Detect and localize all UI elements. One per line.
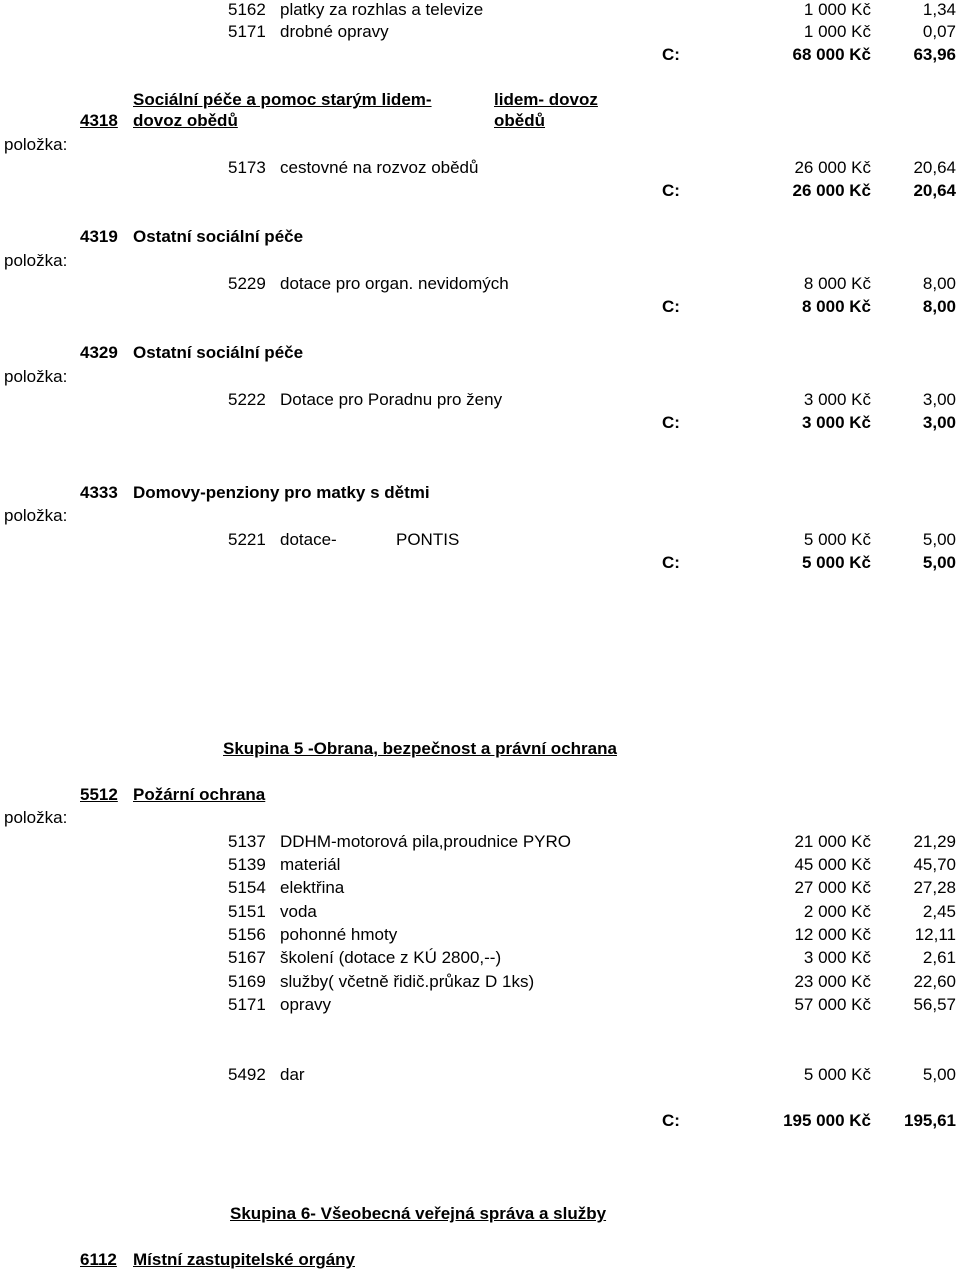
total-amount: 5 000 Kč: [802, 553, 871, 572]
section-name: Ostatní sociální péče: [133, 343, 304, 362]
polozka-label: položka:: [4, 135, 68, 154]
item-code: 5151: [228, 902, 266, 921]
item-amount: 3 000 Kč: [803, 390, 871, 409]
total-label: C:: [662, 553, 680, 572]
group-heading: Skupina 5 -Obrana, bezpečnost a právní ochrana: [223, 739, 617, 758]
item-code: 5137: [228, 832, 266, 851]
item-amount: 2 000 Kč: [803, 902, 871, 921]
item-pct: 0,07: [922, 22, 956, 41]
section-extra-line2: obědů: [494, 111, 545, 130]
item-pct: 12,11: [914, 925, 956, 944]
item-amount: 1 000 Kč: [803, 22, 871, 41]
section-name: Místní zastupitelské orgány: [133, 1250, 355, 1269]
total-label: C:: [662, 45, 680, 64]
item-code: 5139: [228, 855, 266, 874]
item-pct: 45,70: [913, 855, 956, 874]
item-code: 5229: [228, 274, 266, 293]
item-amount: 26 000 Kč: [794, 158, 871, 177]
total-amount: 3 000 Kč: [802, 413, 871, 432]
section-code: 4318: [80, 111, 118, 130]
total-pct: 5,00: [922, 553, 956, 572]
total-label: C:: [662, 413, 680, 432]
item-code: 5162: [228, 0, 266, 19]
section-name: Ostatní sociální péče: [133, 227, 304, 246]
item-desc: DDHM-motorová pila,proudnice PYRO: [280, 832, 571, 851]
section-name-line2: dovoz obědů: [133, 111, 238, 130]
item-code: 5169: [228, 972, 266, 991]
item-desc: cestovné na rozvoz obědů: [280, 158, 479, 177]
item-amount: 5 000 Kč: [803, 1065, 871, 1084]
item-desc: voda: [280, 902, 317, 921]
section-name: Domovy-penziony pro matky s dětmi: [133, 483, 430, 502]
total-amount: 8 000 Kč: [802, 297, 871, 316]
item-pct: 20,64: [913, 158, 956, 177]
total-pct: 195,61: [904, 1111, 956, 1130]
item-code: 5222: [228, 390, 266, 409]
item-amount: 27 000 Kč: [794, 878, 871, 897]
section-name-line1: Sociální péče a pomoc starým lidem-: [133, 90, 432, 109]
item-amount: 21 000 Kč: [794, 832, 871, 851]
item-desc: opravy: [280, 995, 332, 1014]
item-amount: 45 000 Kč: [794, 855, 871, 874]
item-code: 5167: [228, 948, 266, 967]
item-pct: 2,45: [922, 902, 956, 921]
total-pct: 20,64: [913, 181, 956, 200]
total-pct: 8,00: [922, 297, 956, 316]
item-pct: 21,29: [913, 832, 956, 851]
polozka-label: položka:: [4, 367, 68, 386]
item-amount: 1 000 Kč: [803, 0, 871, 19]
section-code: 4329: [80, 343, 118, 362]
item-code: 5171: [228, 995, 266, 1014]
item-pct: 56,57: [913, 995, 956, 1014]
item-desc: drobné opravy: [280, 22, 389, 41]
section-name: Požární ochrana: [133, 785, 266, 804]
item-pct: 27,28: [913, 878, 956, 897]
item-code: 5171: [228, 22, 266, 41]
item-code: 5492: [228, 1065, 266, 1084]
section-code: 6112: [80, 1250, 117, 1269]
total-amount: 68 000 Kč: [792, 45, 871, 64]
item-desc: elektřina: [280, 878, 345, 897]
item-amount: 57 000 Kč: [794, 995, 871, 1014]
item-desc: školení (dotace z KÚ 2800,--): [280, 948, 502, 967]
item-pct: 22,60: [913, 972, 956, 991]
item-desc: dotace pro organ. nevidomých: [280, 274, 509, 293]
item-desc: dar: [280, 1065, 305, 1084]
item-desc: pohonné hmoty: [280, 925, 398, 944]
polozka-label: položka:: [4, 808, 68, 827]
item-pct: 8,00: [922, 274, 956, 293]
total-pct: 63,96: [913, 45, 956, 64]
section-code: 5512: [80, 785, 118, 804]
total-label: C:: [662, 297, 680, 316]
item-amount: 12 000 Kč: [794, 925, 871, 944]
item-amount: 23 000 Kč: [794, 972, 871, 991]
item-pct: 2,61: [922, 948, 956, 967]
total-label: C:: [662, 181, 680, 200]
item-desc: služby( včetně řidič.průkaz D 1ks): [280, 972, 535, 991]
total-pct: 3,00: [922, 413, 956, 432]
item-desc: platky za rozhlas a televize: [280, 0, 484, 19]
item-code: 5154: [228, 878, 266, 897]
item-code: 5156: [228, 925, 266, 944]
item-pct: 5,00: [922, 530, 956, 549]
item-desc: Dotace pro Poradnu pro ženy: [280, 390, 503, 409]
item-code: 5173: [228, 158, 266, 177]
total-label: C:: [662, 1111, 680, 1130]
item-desc: dotace-: [280, 530, 337, 549]
item-pct: 1,34: [922, 0, 956, 19]
item-pct: 5,00: [922, 1065, 956, 1084]
item-desc-extra: PONTIS: [396, 530, 460, 549]
polozka-label: položka:: [4, 506, 68, 525]
item-amount: 3 000 Kč: [803, 948, 871, 967]
item-amount: 5 000 Kč: [803, 530, 871, 549]
section-code: 4333: [80, 483, 118, 502]
section-code: 4319: [80, 227, 118, 246]
item-pct: 3,00: [922, 390, 956, 409]
total-amount: 195 000 Kč: [783, 1111, 871, 1130]
item-desc: materiál: [280, 855, 341, 874]
section-extra-line1: lidem- dovoz: [494, 90, 598, 109]
group-heading: Skupina 6- Všeobecná veřejná správa a služby: [230, 1204, 607, 1223]
item-code: 5221: [228, 530, 266, 549]
polozka-label: položka:: [4, 251, 68, 270]
item-amount: 8 000 Kč: [803, 274, 871, 293]
total-amount: 26 000 Kč: [792, 181, 871, 200]
